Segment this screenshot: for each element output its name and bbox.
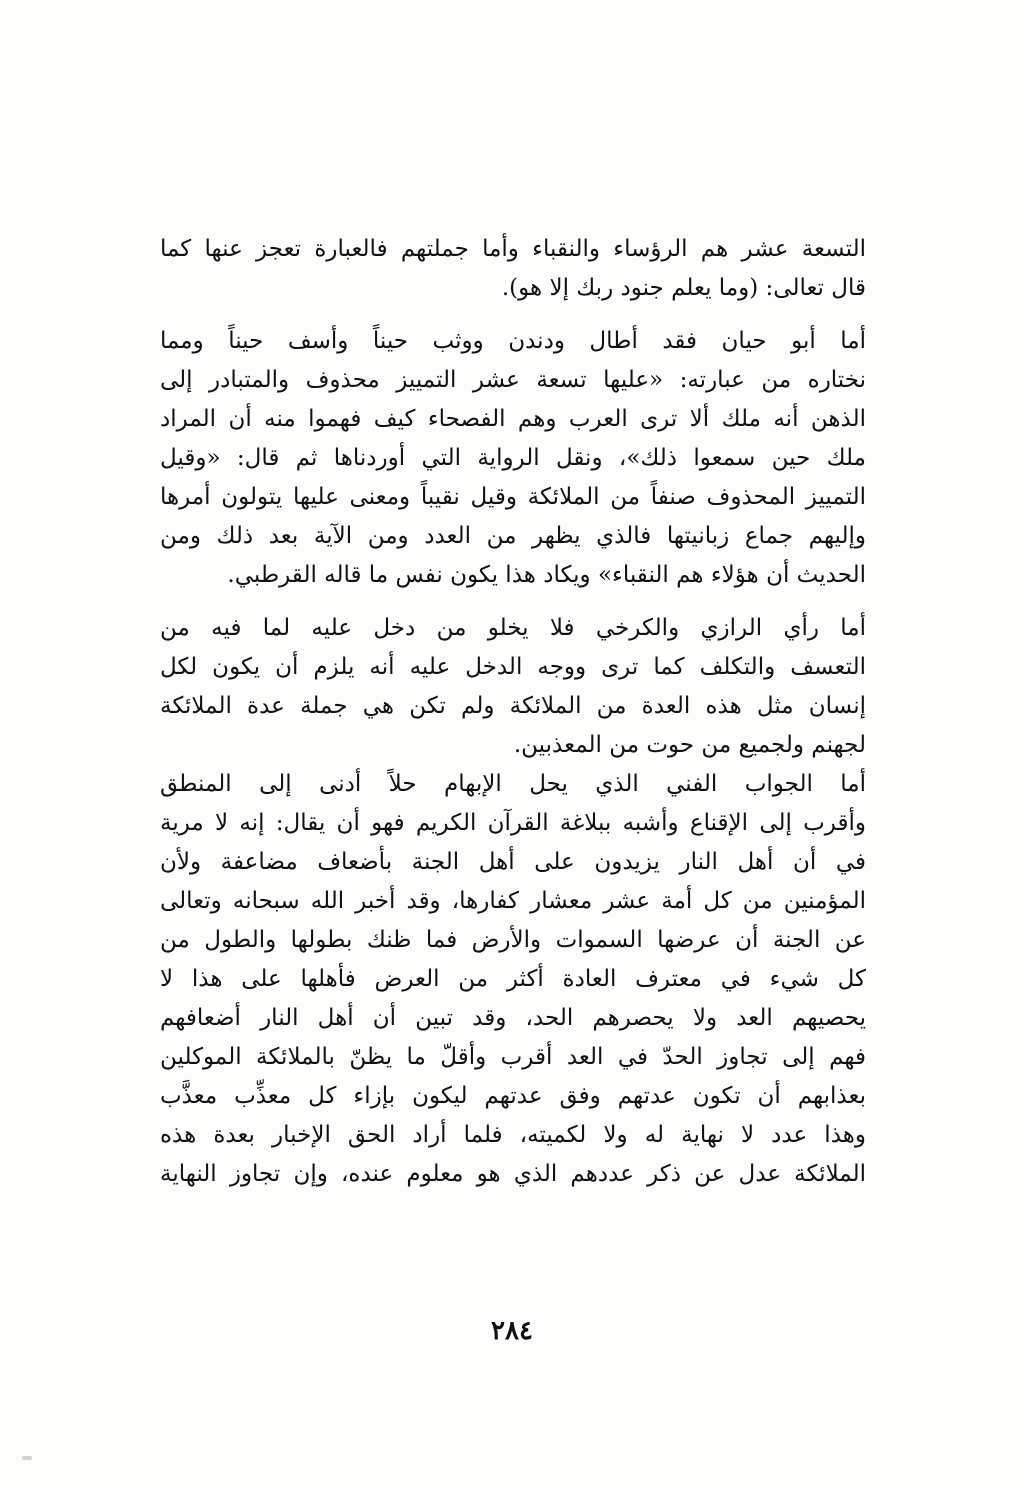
text-line: الحديث أن هؤلاء هم النقباء» ويكاد هذا يكون نفس ما قاله القرطبي. bbox=[227, 562, 866, 588]
text-line: الملائكة عدل عن ذكر عددهم الذي هو معلوم عنده، وإن تجاوز النهاية bbox=[160, 1161, 866, 1187]
text-line: أما الجواب الفني الذي يحل الإبهام حلاً أدنى إلى المنطق bbox=[160, 771, 866, 797]
text-line: أما أبو حيان فقد أطال ودندن ووثب حيناً وأسف حيناً ومما bbox=[160, 328, 866, 354]
text-line: الذهن أنه ملك ألا ترى العرب وهم الفصحاء كيف فهموا منه أن المراد bbox=[160, 406, 866, 432]
text-line: التسعة عشر هم الرؤساء والنقباء وأما جملتهم فالعبارة تعجز عنها كما bbox=[160, 236, 866, 262]
text-line: قال تعالى: (وما يعلم جنود ربك إلا هو). bbox=[501, 275, 866, 301]
text-line: إنسان مثل هذه العدة من الملائكة ولم تكن هي جملة عدة الملائكة bbox=[160, 693, 866, 719]
paragraph-gap bbox=[160, 308, 866, 322]
text-line: وهذا عدد لا نهاية له ولا لكميته، فلما أراد الحق الإخبار بعدة هذه bbox=[160, 1122, 866, 1148]
text-line: وإليهم جماع زبانيتها فالذي يظهر من العدد ومن الآية بعد ذلك ومن bbox=[160, 523, 866, 549]
page-body-text bbox=[160, 230, 866, 1194]
text-line: لجهنم ولجميع من حوت من المعذبين. bbox=[513, 732, 866, 758]
text-line: التمييز المحذوف صنفاً من الملائكة وقيل نقيباً ومعنى عليها يتولون أمرها bbox=[160, 484, 866, 510]
text-line: عن الجنة أن عرضها السموات والأرض فما ظنك بطولها والطول من bbox=[160, 927, 866, 953]
page-number: ٢٨٤ bbox=[491, 1316, 533, 1346]
paragraph-gap bbox=[160, 595, 866, 609]
text-line: أما رأي الرازي والكرخي فلا يخلو من دخل عليه لما فيه من bbox=[160, 615, 866, 641]
text-line: التعسف والتكلف كما ترى ووجه الدخل عليه أنه يلزم أن يكون لكل bbox=[160, 654, 866, 680]
text-line: فهم إلى تجاوز الحدّ في العد أقرب وأقلّ ما يظنّ بالملائكة الموكلين bbox=[160, 1044, 866, 1070]
text-line: يحصيهم العد ولا يحصرهم الحد، وقد تبين أن أهل النار أضعافهم bbox=[160, 1005, 866, 1031]
text-line: ملك حين سمعوا ذلك»، ونقل الرواية التي أوردناها ثم قال: «وقيل bbox=[160, 445, 866, 471]
text-line: بعذابهم أن تكون عدتهم وفق عدتهم ليكون بإزاء كل معذِّب معذَّب bbox=[160, 1083, 866, 1109]
text-line: المؤمنين من كل أمة عشر معشار كفارها، وقد أخبر الله سبحانه وتعالى bbox=[160, 888, 866, 914]
text-line: في أن أهل النار يزيدون على أهل الجنة بأضعاف مضاعفة ولأن bbox=[160, 849, 866, 875]
scan-speck bbox=[22, 1456, 32, 1460]
text-line: وأقرب إلى الإقناع وأشبه ببلاغة القرآن الكريم فهو أن يقال: إنه لا مرية bbox=[160, 810, 866, 836]
text-line: نختاره من عبارته: «عليها تسعة عشر التمييز محذوف والمتبادر إلى bbox=[160, 367, 866, 393]
text-line: كل شيء في معترف العادة أكثر من العرض فأهلها على هذا لا bbox=[160, 966, 866, 992]
